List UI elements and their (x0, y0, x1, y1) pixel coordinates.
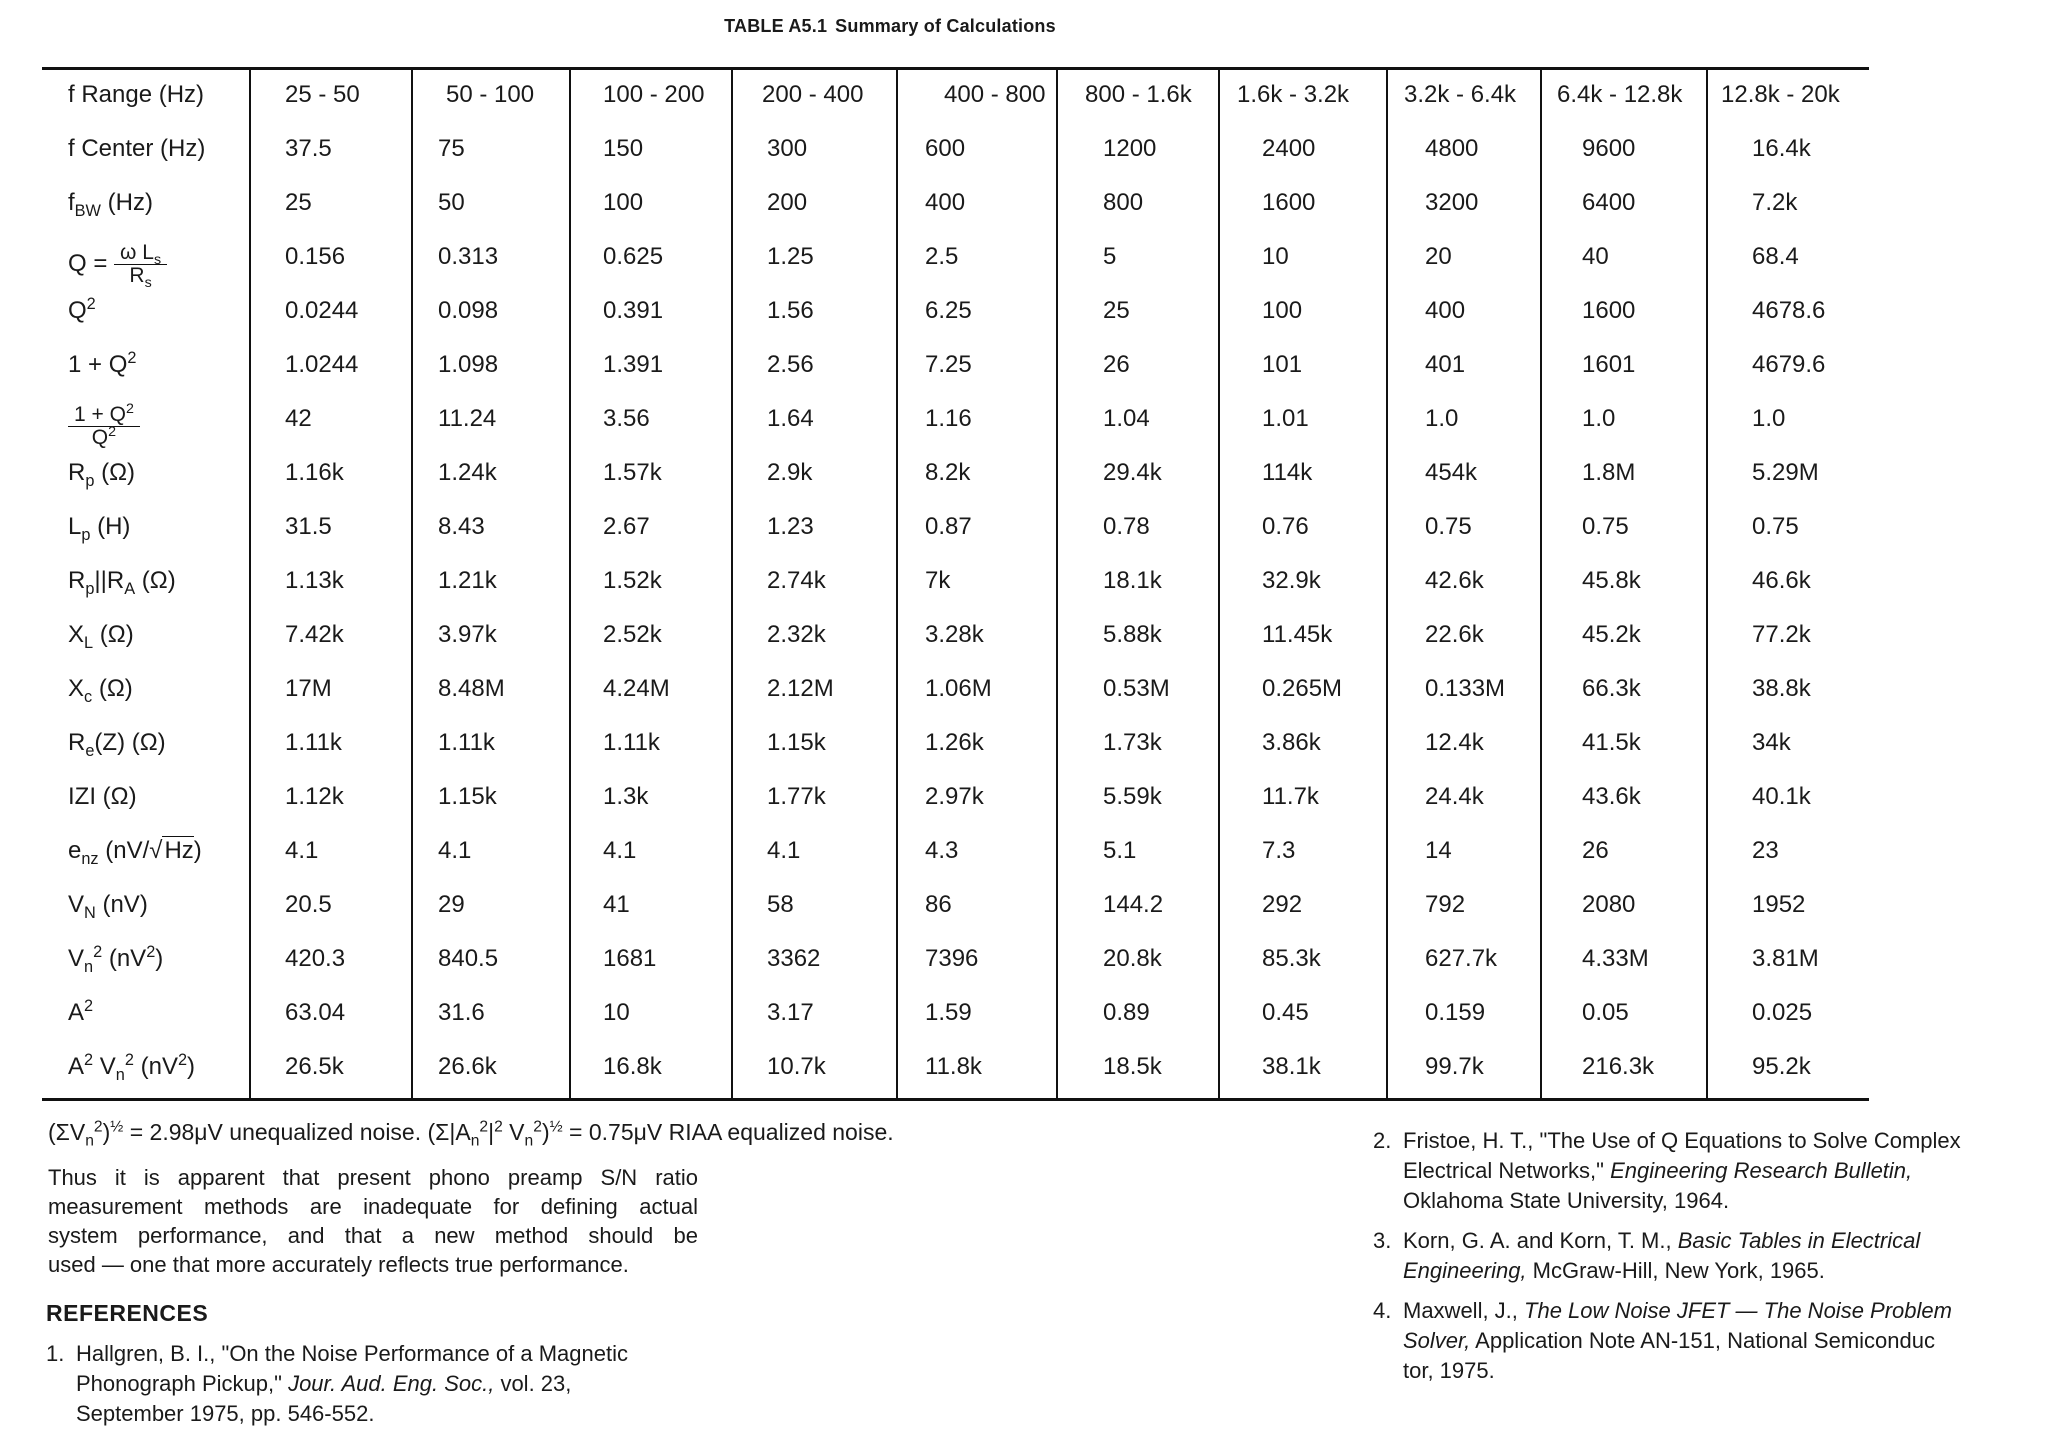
table-cell: 0.53M (1103, 675, 1170, 702)
table-cell: 16.4k (1752, 135, 1811, 162)
row-label: IZI (Ω) (68, 783, 137, 810)
table-cell: 4.1 (603, 837, 637, 864)
column-divider (249, 68, 251, 1099)
table-cell: 0.75 (1425, 513, 1472, 540)
paragraph-line: measurement methods are inadequate for defining actual (48, 1194, 698, 1219)
table-cell: 95.2k (1752, 1053, 1811, 1080)
table-cell: 0.391 (603, 297, 664, 324)
table-cell: 1.06M (925, 675, 992, 702)
table-cell: 600 (925, 135, 966, 162)
table-cell: 32.9k (1262, 567, 1321, 594)
row-label: Q = $\frac{\omega L_s}{R_s}$ (68, 242, 167, 287)
header-range-cell: 100 - 200 (603, 81, 705, 108)
table-cell: 1.73k (1103, 729, 1162, 756)
reference-text (1403, 1126, 1961, 1216)
row-label: $Q^2$ (68, 295, 96, 324)
reference-text (1403, 1226, 1920, 1286)
column-divider (1386, 68, 1388, 1099)
column-divider (1706, 68, 1708, 1099)
header-range-cell: 25 - 50 (285, 81, 360, 108)
header-range-cell: 12.8k - 20k (1721, 81, 1840, 108)
table-cell: 401 (1425, 351, 1466, 378)
table-cell: 1.098 (438, 351, 499, 378)
table-cell: 1.15k (438, 783, 497, 810)
table-cell: 1600 (1262, 189, 1316, 216)
table-cell: 43.6k (1582, 783, 1641, 810)
table-cell: 1.0 (1582, 405, 1616, 432)
table-cell: 2.67 (603, 513, 650, 540)
reference-line: Fristoe, H. T., "The Use of Q Equations to Solve Complex (1403, 1128, 1961, 1153)
table-top-rule (42, 67, 1869, 70)
table-cell: 840.5 (438, 945, 499, 972)
column-divider (896, 68, 898, 1099)
table-cell: 31.5 (285, 513, 332, 540)
header-range-cell: 6.4k - 12.8k (1557, 81, 1683, 108)
table-cell: 0.45 (1262, 999, 1309, 1026)
table-cell: 3.86k (1262, 729, 1321, 756)
table-cell: 11.7k (1262, 783, 1319, 810)
table-cell: 10 (1262, 243, 1289, 270)
column-divider (569, 68, 571, 1099)
table-cell: 8.48M (438, 675, 505, 702)
table-cell: 0.75 (1752, 513, 1799, 540)
table-cell: 3200 (1425, 189, 1479, 216)
reference-line: Maxwell, J., The Low Noise JFET — The Noise Problem (1403, 1298, 1952, 1323)
table-cell: 7k (925, 567, 951, 594)
table-cell: 0.05 (1582, 999, 1629, 1026)
table-cell: 4.1 (438, 837, 472, 864)
table-cell: 3.56 (603, 405, 650, 432)
reference-number: 1. (46, 1341, 65, 1366)
table-cell: 454k (1425, 459, 1478, 486)
table-cell: 1.0 (1425, 405, 1459, 432)
table-cell: 9600 (1582, 135, 1636, 162)
table-cell: 1.52k (603, 567, 662, 594)
table-cell: 29.4k (1103, 459, 1162, 486)
table-cell: 75 (438, 135, 465, 162)
table-cell: 0.025 (1752, 999, 1813, 1026)
table-cell: 10.7k (767, 1053, 826, 1080)
table-cell: 200 (767, 189, 808, 216)
table-cell: 800 (1103, 189, 1144, 216)
table-cell: 4678.6 (1752, 297, 1826, 324)
table-cell: 25 (1103, 297, 1130, 324)
table-title (0, 16, 1780, 37)
table-cell: 0.265M (1262, 675, 1343, 702)
table-cell: 1.77k (767, 783, 826, 810)
table-cell: 100 (1262, 297, 1303, 324)
row-label: $X_L$ (Ω) (68, 621, 134, 652)
column-divider (1540, 68, 1542, 1099)
row-label: $e_{nz}$ (nV/√Hz) (68, 837, 202, 868)
table-cell: 2080 (1582, 891, 1636, 918)
conclusion-paragraph (48, 1163, 698, 1279)
table-cell: 400 (1425, 297, 1466, 324)
header-range-cell: 3.2k - 6.4k (1404, 81, 1517, 108)
table-cell: 29 (438, 891, 465, 918)
reference-line: Engineering, McGraw-Hill, New York, 1965. (1403, 1258, 1825, 1283)
table-cell: 400 (925, 189, 966, 216)
table-cell: 8.43 (438, 513, 485, 540)
table-cell: 1601 (1582, 351, 1636, 378)
table-cell: 5.29M (1752, 459, 1819, 486)
equalized-noise-value: = 0.75μV RIAA equalized noise. (569, 1119, 894, 1145)
header-range-cell: 1.6k - 3.2k (1237, 81, 1350, 108)
table-cell: 8.2k (925, 459, 971, 486)
table-cell: 1.11k (285, 729, 342, 756)
reference-text (1403, 1296, 1952, 1386)
table-cell: 11.45k (1262, 621, 1333, 648)
table-cell: 1.16k (285, 459, 344, 486)
table-cell: 99.7k (1425, 1053, 1484, 1080)
table-cell: 3.17 (767, 999, 814, 1026)
table-cell: 18.5k (1103, 1053, 1162, 1080)
table-cell: 627.7k (1425, 945, 1498, 972)
reference-line: tor, 1975. (1403, 1358, 1495, 1383)
table-cell: 2.56 (767, 351, 814, 378)
table-cell: 45.2k (1582, 621, 1641, 648)
table-cell: 1.3k (603, 783, 649, 810)
reference-line: Hallgren, B. I., "On the Noise Performance of a Magnetic (76, 1341, 628, 1366)
table-cell: 1952 (1752, 891, 1806, 918)
table-cell: 38.1k (1262, 1053, 1321, 1080)
table-cell: 7.2k (1752, 189, 1798, 216)
table-number: TABLE A5.1 (724, 16, 828, 36)
table-cell: 26.5k (285, 1053, 344, 1080)
table-cell: 1.21k (438, 567, 497, 594)
table-cell: 42.6k (1425, 567, 1484, 594)
table-cell: 1.56 (767, 297, 814, 324)
reference-item (1373, 1226, 2023, 1292)
reference-number: 4. (1373, 1298, 1392, 1323)
reference-text (76, 1339, 628, 1429)
row-label: $V_n^2$ $(nV^2)$ (68, 943, 164, 976)
table-cell: 4.1 (767, 837, 801, 864)
table-cell: 2.5 (925, 243, 959, 270)
table-cell: 26 (1582, 837, 1609, 864)
table-cell: 4.24M (603, 675, 670, 702)
table-cell: 1.11k (603, 729, 660, 756)
table-cell: 40 (1582, 243, 1609, 270)
reference-line: Phonograph Pickup," Jour. Aud. Eng. Soc., vol. 23, (76, 1371, 572, 1396)
header-label: f Range (Hz) (68, 81, 205, 108)
table-cell: 6.25 (925, 297, 972, 324)
table-cell: 1.04 (1103, 405, 1150, 432)
table-cell: 5.1 (1103, 837, 1137, 864)
table-cell: 6400 (1582, 189, 1636, 216)
table-cell: 31.6 (438, 999, 485, 1026)
reference-item (46, 1339, 696, 1435)
unequalized-noise-formula: $(\Sigma V_n^2)^{\frac{1}{2}}$ (48, 1118, 124, 1150)
table-cell: 144.2 (1103, 891, 1164, 918)
header-range-cell: 50 - 100 (446, 81, 535, 108)
table-cell: 100 (603, 189, 644, 216)
table-cell: 1.15k (767, 729, 826, 756)
table-cell: 4.33M (1582, 945, 1649, 972)
table-cell: 1.26k (925, 729, 984, 756)
table-cell: 37.5 (285, 135, 332, 162)
table-cell: 22.6k (1425, 621, 1484, 648)
table-cell: 216.3k (1582, 1053, 1655, 1080)
row-label: $\frac{1 + Q^2}{Q^2}$ (68, 404, 140, 449)
table-cell: 11.24 (438, 405, 497, 432)
table-cell: 0.78 (1103, 513, 1150, 540)
table-cell: 14 (1425, 837, 1452, 864)
reference-item (1373, 1126, 2023, 1222)
row-label: $A^2$ (68, 997, 94, 1026)
table-cell: 11.8k (925, 1053, 982, 1080)
row-label: $V_N$ (nV) (68, 891, 148, 922)
table-cell: 1.01 (1262, 405, 1309, 432)
table-cell: 1.25 (767, 243, 814, 270)
table-cell: 0.87 (925, 513, 972, 540)
table-cell: 1200 (1103, 135, 1157, 162)
table-cell: 300 (767, 135, 808, 162)
table-cell: 1.64 (767, 405, 814, 432)
column-divider (731, 68, 733, 1099)
reference-line: Korn, G. A. and Korn, T. M., Basic Tables in Electrical (1403, 1228, 1921, 1253)
table-cell: 85.3k (1262, 945, 1321, 972)
table-cell: 2.32k (767, 621, 826, 648)
reference-line: Oklahoma State University, 1964. (1403, 1188, 1730, 1213)
header-range-cell: 400 - 800 (944, 81, 1046, 108)
table-cell: 77.2k (1752, 621, 1811, 648)
table-cell: 16.8k (603, 1053, 662, 1080)
table-cell: 25 (285, 189, 312, 216)
table-cell: 0.313 (438, 243, 499, 270)
table-cell: 2.52k (603, 621, 662, 648)
reference-line: Electrical Networks," Engineering Research Bulletin, (1403, 1158, 1913, 1183)
table-cell: 12.4k (1425, 729, 1484, 756)
table-cell: 3362 (767, 945, 821, 972)
table-cell: 42 (285, 405, 312, 432)
table-cell: 2400 (1262, 135, 1316, 162)
paragraph-line: Thus it is apparent that present phono preamp S/N ratio (48, 1165, 698, 1190)
table-cell: 1681 (603, 945, 657, 972)
table-cell: 20.8k (1103, 945, 1162, 972)
table-cell: 41.5k (1582, 729, 1641, 756)
row-label: $1 + Q^2$ (68, 349, 137, 378)
table-cell: 0.76 (1262, 513, 1309, 540)
table-cell: 7.42k (285, 621, 344, 648)
row-label: $A^2$ $V_n^2$ $(nV^2)$ (68, 1051, 196, 1084)
table-cell: 7.3 (1262, 837, 1296, 864)
table-cell: 5.59k (1103, 783, 1162, 810)
table-cell: 1.391 (603, 351, 664, 378)
reference-number: 2. (1373, 1128, 1392, 1153)
table-cell: 1.23 (767, 513, 814, 540)
references-heading: REFERENCES (46, 1300, 209, 1326)
reference-line: September 1975, pp. 546-552. (76, 1401, 375, 1426)
table-cell: 5 (1103, 243, 1117, 270)
table-cell: 1.0244 (285, 351, 359, 378)
table-cell: 34k (1752, 729, 1791, 756)
row-label: f Center (Hz) (68, 135, 206, 162)
table-cell: 1600 (1582, 297, 1636, 324)
table-cell: 18.1k (1103, 567, 1162, 594)
paragraph-line: used — one that more accurately reflects true performance. (48, 1252, 629, 1277)
table-cell: 20 (1425, 243, 1452, 270)
row-label: $R_p$ (Ω) (68, 459, 136, 490)
column-divider (411, 68, 413, 1099)
table-cell: 0.0244 (285, 297, 359, 324)
table-cell: 10 (603, 999, 630, 1026)
table-cell: 0.89 (1103, 999, 1150, 1026)
table-cell: 58 (767, 891, 794, 918)
table-cell: 26 (1103, 351, 1130, 378)
table-cell: 3.81M (1752, 945, 1819, 972)
table-cell: 101 (1262, 351, 1303, 378)
table-cell: 24.4k (1425, 783, 1484, 810)
table-cell: 1.16 (925, 405, 972, 432)
row-label: $f_{BW}$ (Hz) (68, 189, 153, 220)
row-label: $R_e(Z)$ (Ω) (68, 729, 166, 760)
table-cell: 4679.6 (1752, 351, 1826, 378)
row-label: $R_p||R_A$ (Ω) (68, 567, 176, 598)
table-cell: 0.098 (438, 297, 499, 324)
table-cell: 50 (438, 189, 465, 216)
table-cell: 3.97k (438, 621, 497, 648)
table-cell: 38.8k (1752, 675, 1811, 702)
table-cell: 40.1k (1752, 783, 1811, 810)
header-range-cell: 200 - 400 (762, 81, 864, 108)
table-cell: 63.04 (285, 999, 346, 1026)
table-cell: 2.12M (767, 675, 834, 702)
table-cell: 1.59 (925, 999, 972, 1026)
row-label: $X_c$ (Ω) (68, 675, 133, 706)
table-cell: 150 (603, 135, 644, 162)
table-cell: 0.75 (1582, 513, 1629, 540)
column-divider (1056, 68, 1058, 1099)
table-cell: 5.88k (1103, 621, 1162, 648)
table-cell: 792 (1425, 891, 1466, 918)
table-cell: 0.159 (1425, 999, 1486, 1026)
row-label: $L_p$ (H) (68, 513, 131, 544)
table-cell: 1.24k (438, 459, 497, 486)
table-cell: 46.6k (1752, 567, 1811, 594)
table-cell: 1.12k (285, 783, 344, 810)
table-cell: 3.28k (925, 621, 984, 648)
header-range-cell: 800 - 1.6k (1085, 81, 1192, 108)
table-cell: 23 (1752, 837, 1779, 864)
table-cell: 292 (1262, 891, 1303, 918)
table-cell: 17M (285, 675, 332, 702)
table-cell: 68.4 (1752, 243, 1799, 270)
unequalized-noise-value: = 2.98μV unequalized noise. (129, 1119, 422, 1145)
column-divider (1218, 68, 1220, 1099)
table-cell: 0.133M (1425, 675, 1506, 702)
table-cell: 0.625 (603, 243, 664, 270)
table-caption: Summary of Calculations (835, 16, 1056, 36)
equalized-noise-formula: ($\Sigma|A_n^2|^2$ $V_n^2)^{\frac{1}{2}}$ (427, 1118, 563, 1150)
table-cell: 1.11k (438, 729, 495, 756)
table-cell: 2.9k (767, 459, 813, 486)
table-cell: 0.156 (285, 243, 346, 270)
reference-item (1373, 1296, 2023, 1392)
reference-line: Solver, Application Note AN-151, National Semiconduc (1403, 1328, 1935, 1353)
table-cell: 4.3 (925, 837, 959, 864)
table-cell: 45.8k (1582, 567, 1641, 594)
table-cell: 1.0 (1752, 405, 1786, 432)
table-cell: 7396 (925, 945, 979, 972)
table-cell: 26.6k (438, 1053, 497, 1080)
table-cell: 41 (603, 891, 630, 918)
paragraph-line: system performance, and that a new method should be (48, 1223, 698, 1248)
table-cell: 114k (1262, 459, 1313, 486)
table-cell: 2.74k (767, 567, 826, 594)
table-bottom-rule (42, 1098, 1869, 1101)
table-cell: 1.13k (285, 567, 344, 594)
table-cell: 2.97k (925, 783, 984, 810)
noise-summary-line (48, 1118, 1098, 1150)
table-cell: 4800 (1425, 135, 1479, 162)
table-cell: 20.5 (285, 891, 332, 918)
table-cell: 1.8M (1582, 459, 1636, 486)
table-cell: 7.25 (925, 351, 972, 378)
reference-number: 3. (1373, 1228, 1392, 1253)
table-cell: 66.3k (1582, 675, 1641, 702)
table-cell: 1.57k (603, 459, 662, 486)
table-cell: 420.3 (285, 945, 346, 972)
table-cell: 4.1 (285, 837, 319, 864)
table-cell: 86 (925, 891, 952, 918)
